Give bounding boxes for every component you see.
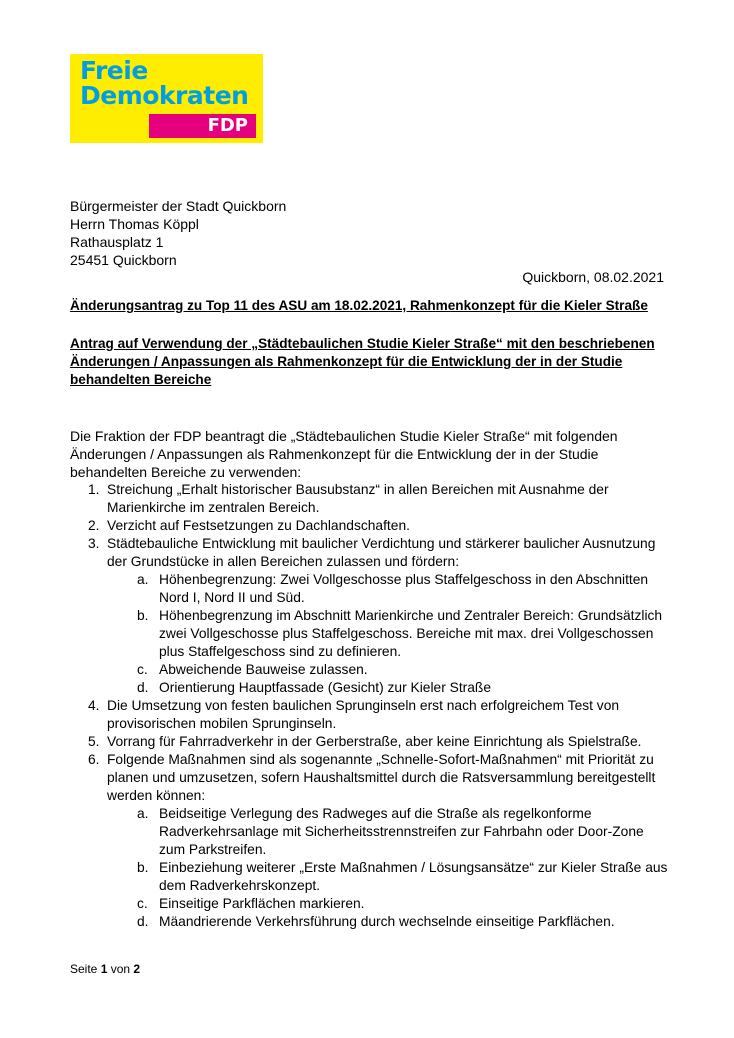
list-number: 6. [88, 752, 100, 767]
list-text: Streichung „Erhalt historischer Bausubstanz“ in allen Bereichen mit Ausnahme der Marienkirche im zentralen Bereich. [107, 482, 609, 515]
list-text: Folgende Maßnahmen sind als sogenannte „Schnelle-Sofort-Maßnahmen“ mit Priorität zu planen und umzusetzen, sofern Haushaltsmittel durch die Ratsversammlung bereitgestellt werden können: [107, 752, 656, 803]
list-item [70, 697, 670, 733]
intro-paragraph: Die Fraktion der FDP beantragt die „Städtebaulichen Studie Kieler Straße“ mit folgenden Änderungen / Anpassungen als Rahmenkonzept für die Entwicklung der in der Studie behandelten Bereiche zu verwenden: [70, 428, 618, 480]
list-item [70, 733, 670, 751]
list-text: Die Umsetzung von festen baulichen Sprunginseln erst nach erfolgreichem Test von provisorischen mobilen Sprunginseln. [107, 698, 620, 731]
sub-list-letter: c. [137, 896, 148, 911]
sub-list-text: Höhenbegrenzung im Abschnitt Marienkirche und Zentraler Bereich: Grundsätzlich zwei Vollgeschosse plus Staffelgeschoss. Bereiche mit max. drei Vollgeschossen plus Staffelgeschoss sind zu definieren. [159, 608, 663, 659]
list-number: 5. [88, 734, 100, 749]
footer-page-total: 2 [133, 962, 141, 976]
address-line: Herrn Thomas Köppl [70, 216, 199, 232]
sub-list-item [70, 661, 670, 679]
footer-page-number: 1 [100, 962, 108, 976]
sub-list-text: Höhenbegrenzung: Zwei Vollgeschosse plus Staffelgeschoss in den Abschnitten Nord I, Nord II und Süd. [159, 572, 649, 605]
recipient-address [70, 197, 286, 269]
sub-list-text: Mäandrierende Verkehrsführung durch wechselnde einseitige Parkflächen. [159, 914, 615, 929]
list-text: Vorrang für Fahrradverkehr in der Gerberstraße, aber keine Einrichtung als Spielstraße. [107, 734, 642, 749]
sub-list-text: Einseitige Parkflächen markieren. [159, 896, 365, 911]
address-line: Rathausplatz 1 [70, 234, 164, 250]
sub-list-letter: c. [137, 662, 148, 677]
sub-list-item [70, 607, 670, 661]
sub-list-letter: d. [137, 680, 149, 695]
list-item [70, 517, 670, 535]
logo-badge [149, 114, 256, 138]
request-list [70, 481, 670, 931]
sub-list-letter: b. [137, 608, 149, 623]
sub-list-text: Einbeziehung weiterer „Erste Maßnahmen / Lösungsansätze“ zur Kieler Straße aus dem Radverkehrskonzept. [159, 860, 668, 893]
sub-list-item [70, 913, 670, 931]
list-item [70, 535, 670, 571]
list-item [70, 481, 670, 517]
footer-middle: von [107, 962, 134, 976]
sub-list-item [70, 679, 670, 697]
document-subtitle: Antrag auf Verwendung der „Städtebaulichen Studie Kieler Straße“ mit den beschriebenen Änderungen / Anpassungen als Rahmenkonzept für die Entwicklung der in der Studie behandelten Bereiche [70, 336, 655, 387]
list-number: 3. [88, 536, 100, 551]
document-title: Änderungsantrag zu Top 11 des ASU am 18.02.2021, Rahmenkonzept für die Kieler Straße [70, 298, 648, 313]
list-number: 2. [88, 518, 100, 533]
sub-list-text: Abweichende Bauweise zulassen. [159, 662, 368, 677]
sub-list-item [70, 571, 670, 607]
sub-list-item [70, 805, 670, 859]
logo-badge-text: FDP [207, 115, 248, 136]
page-footer [70, 962, 140, 976]
sub-list-item [70, 895, 670, 913]
list-text: Städtebauliche Entwicklung mit baulicher Verdichtung und stärkerer baulicher Ausnutzung der Grundstücke in allen Bereichen zulassen und fördern: [107, 536, 656, 569]
list-item [70, 751, 670, 805]
address-line: 25451 Quickborn [70, 252, 177, 268]
sub-list-letter: d. [137, 914, 149, 929]
logo-line1: Freie [80, 56, 148, 85]
address-line: Bürgermeister der Stadt Quickborn [70, 198, 287, 214]
letter-date: Quickborn, 08.02.2021 [522, 269, 664, 285]
sub-list-letter: a. [137, 572, 149, 587]
sub-list-letter: b. [137, 860, 149, 875]
list-text: Verzicht auf Festsetzungen zu Dachlandschaften. [107, 518, 410, 533]
fdp-logo [70, 54, 263, 143]
sub-list-text: Beidseitige Verlegung des Radweges auf die Straße als regelkonforme Radverkehrsanlage mit Sicherheitsstrennstreifen zur Fahrbahn oder Door-Zone zum Parkstreifen. [159, 806, 644, 857]
list-number: 1. [88, 482, 100, 497]
sub-list-text: Orientierung Hauptfassade (Gesicht) zur Kieler Straße [159, 680, 492, 695]
sub-list-item [70, 859, 670, 895]
list-number: 4. [88, 698, 100, 713]
sub-list-letter: a. [137, 806, 149, 821]
footer-prefix: Seite [70, 962, 101, 976]
logo-line2: Demokraten [80, 81, 249, 110]
